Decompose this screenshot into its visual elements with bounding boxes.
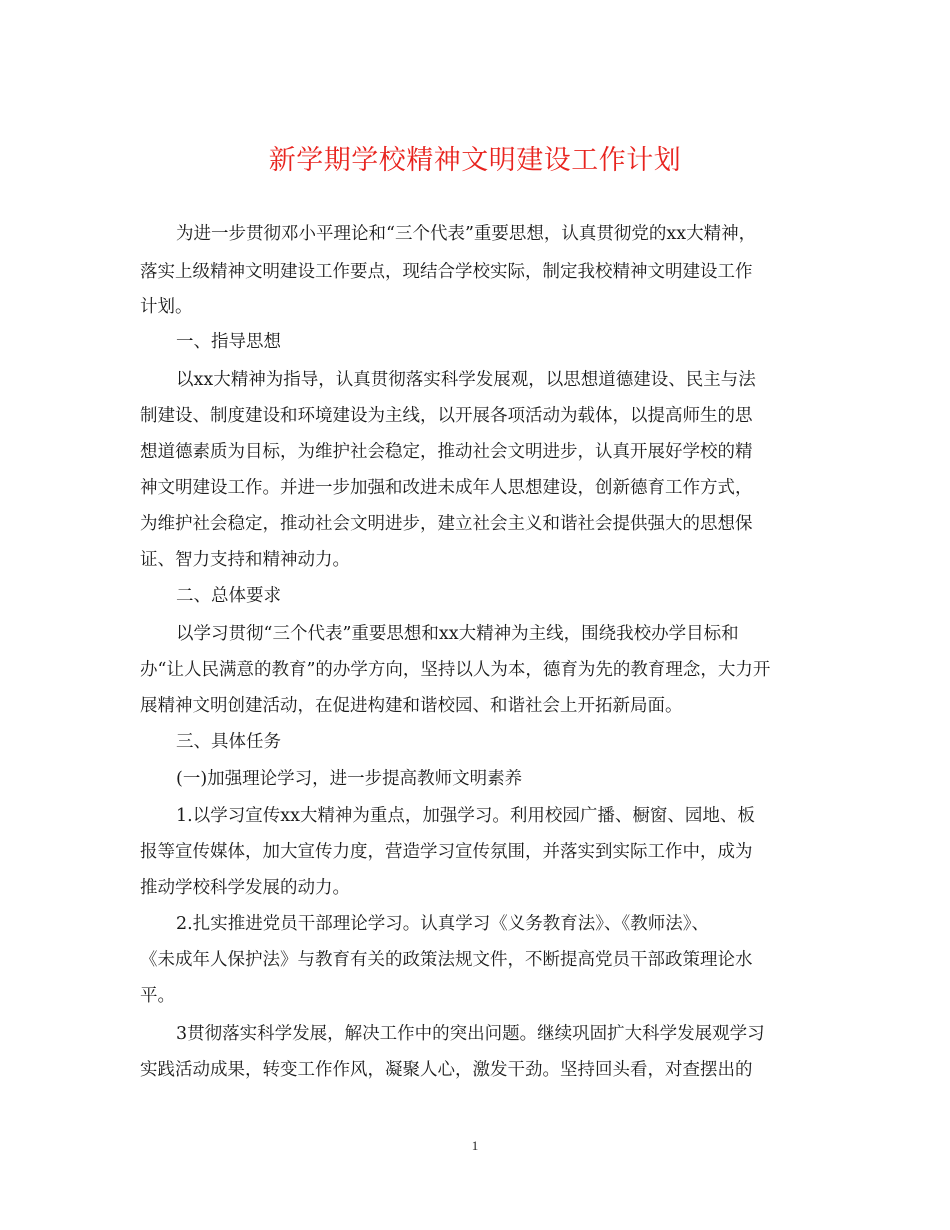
paragraph-line: 1.以学习宣传xx大精神为重点，加强学习。利用校园广播、橱窗、园地、板 — [176, 806, 755, 826]
paragraph-line: 实践活动成果，转变工作作风，凝聚人心，激发干劲。坚持回头看，对查摆出的 — [140, 1060, 753, 1080]
page-number: 1 — [471, 1138, 479, 1153]
paragraph-line: 神文明建设工作。并进一步加强和改进未成年人思想建设，创新德育工作方式， — [140, 478, 753, 498]
paragraph-line: 落实上级精神文明建设工作要点，现结合学校实际，制定我校精神文明建设工作 — [140, 262, 753, 282]
paragraph-line: 《未成年人保护法》与教育有关的政策法规文件，不断提高党员干部政策理论水 — [140, 950, 753, 970]
section-heading: 三、具体任务 — [176, 732, 281, 752]
paragraph-line: 报等宣传媒体，加大宣传力度，营造学习宣传氛围，并落实到实际工作中，成为 — [140, 842, 753, 862]
paragraph-line: 想道德素质为目标，为维护社会稳定，推动社会文明进步，认真开展好学校的精 — [140, 442, 753, 462]
paragraph-line: 办“让人民满意的教育”的办学方向，坚持以人为本，德育为先的教育理念，大力开 — [140, 660, 771, 680]
section-heading: 二、总体要求 — [176, 586, 281, 606]
paragraph-line: 证、智力支持和精神动力。 — [140, 550, 350, 570]
paragraph-line: 推动学校科学发展的动力。 — [140, 878, 350, 898]
paragraph-line: 计划。 — [140, 297, 193, 317]
paragraph-line: 以学习贯彻“三个代表”重要思想和xx大精神为主线，围绕我校办学目标和 — [176, 624, 739, 644]
paragraph-line: 展精神文明创建活动，在促进构建和谐校园、和谐社会上开拓新局面。 — [140, 696, 683, 716]
section-heading: 一、指导思想 — [176, 332, 281, 352]
paragraph-line: 2.扎实推进党员干部理论学习。认真学习《义务教育法》、《教师法》、 — [176, 914, 709, 934]
subsection-heading: (一)加强理论学习，进一步提高教师文明素养 — [176, 769, 523, 789]
paragraph-line: 为维护社会稳定，推动社会文明进步，建立社会主义和谐社会提供强大的思想保 — [140, 514, 753, 534]
paragraph-line: 平。 — [140, 986, 175, 1006]
paragraph-line: 3贯彻落实科学发展，解决工作中的突出问题。继续巩固扩大科学发展观学习 — [176, 1024, 765, 1044]
paragraph-line: 制建设、制度建设和环境建设为主线，以开展各项活动为载体，以提高师生的思 — [140, 406, 753, 426]
document-title: 新学期学校精神文明建设工作计划 — [268, 145, 682, 176]
paragraph-line: 以xx大精神为指导，认真贯彻落实科学发展观，以思想道德建设、民主与法 — [176, 370, 756, 390]
paragraph-line: 为进一步贯彻邓小平理论和“三个代表”重要思想，认真贯彻党的xx大精神， — [176, 224, 757, 244]
